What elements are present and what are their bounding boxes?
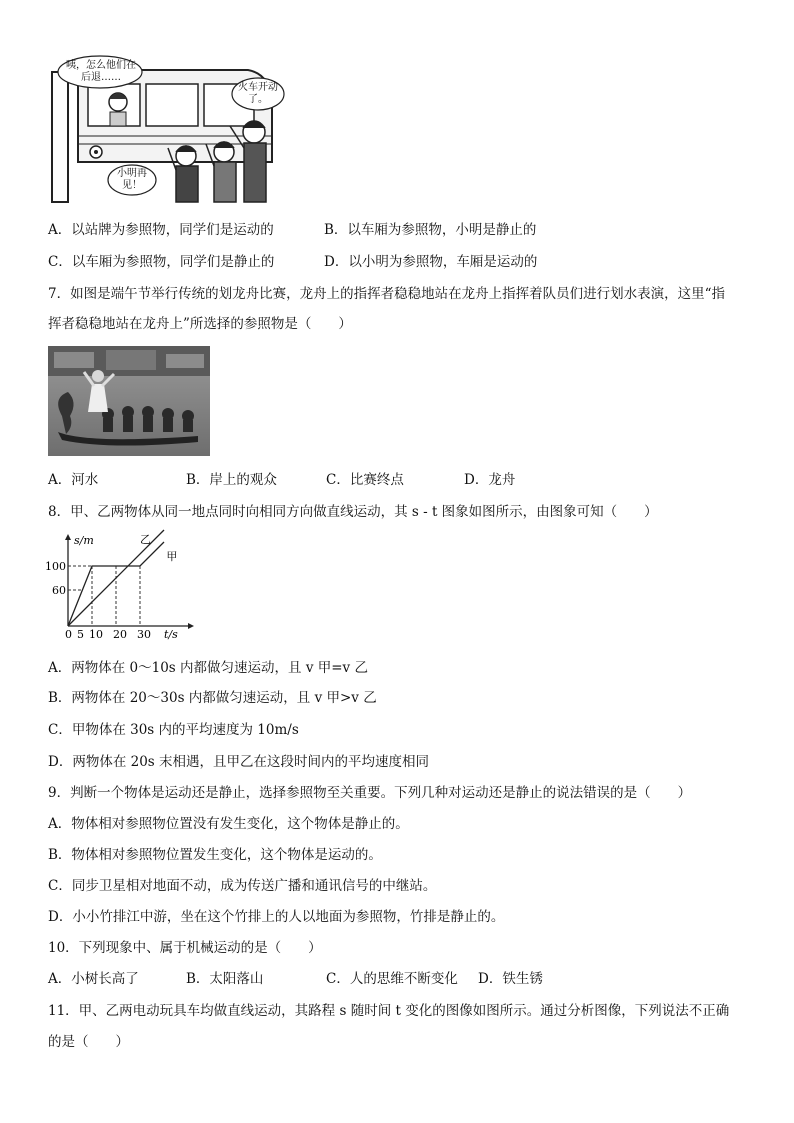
q9-option-d: D．小小竹排江中游，坐在这个竹排上的人以地面为参照物，竹排是静止的。 — [48, 909, 505, 925]
q11-stem-line1: 11．甲、乙两电动玩具车均做直线运动，其路程 s 随时间 t 变化的图像如图所示。通过分析图像，下列说法不正确 — [48, 1003, 730, 1019]
x-axis-arrow — [188, 623, 194, 629]
q7-stem-line1: 7．如图是端午节举行传统的划龙舟比赛，龙舟上的指挥者稳稳地站在龙舟上指挥着队员们进行划水表演，这里“指 — [48, 286, 725, 302]
q8-option-b: B．两物体在 20～30s 内都做匀速运动，且 v 甲>v 乙 — [48, 690, 377, 706]
y-tick-label: 100 — [45, 560, 66, 573]
q11-stem-line2: 的是（ ） — [48, 1034, 129, 1050]
series-label-yi: 乙 — [140, 533, 151, 547]
q10-option-d: D．铁生锈 — [478, 971, 543, 987]
series-label-jia: 甲 — [166, 550, 178, 563]
dragon-boat-photo — [48, 346, 210, 456]
y-axis-label: s/m — [74, 534, 94, 547]
x-tick-label: 0 — [65, 628, 72, 641]
x-axis-label: t/s — [164, 628, 178, 641]
q10-option-b: B．太阳落山 — [186, 971, 264, 987]
q8-option-d: D．两物体在 20s 末相遇，且甲乙在这段时间内的平均速度相同 — [48, 754, 430, 770]
q10-option-c: C．人的思维不断变化 — [326, 971, 458, 987]
x-tick-label: 30 — [137, 628, 151, 641]
q8-stem: 8．甲、乙两物体从同一地点同时向相同方向做直线运动，其 s - t 图象如图所示，由图象可知（ ） — [48, 504, 658, 520]
x-tick-label: 10 — [89, 628, 103, 641]
q9-option-b: B．物体相对参照物位置发生变化，这个物体是运动的。 — [48, 847, 382, 863]
x-tick-label: 20 — [113, 628, 127, 641]
q9-option-c: C．同步卫星相对地面不动，成为传送广播和通讯信号的中继站。 — [48, 878, 437, 894]
q6-option-a: A．以站牌为参照物，同学们是运动的 — [48, 222, 274, 238]
speech-bubble-train: 火车开动了。 — [238, 82, 278, 105]
q7-stem-line2: 挥者稳稳地站在龙舟上”所选择的参照物是（ ） — [48, 316, 352, 332]
y-axis-arrow — [65, 534, 71, 540]
q6-option-b: B．以车厢为参照物，小明是静止的 — [324, 222, 537, 238]
q7-option-d: D．龙舟 — [464, 472, 516, 488]
q9-option-a: A．物体相对参照物位置没有发生变化，这个物体是静止的。 — [48, 816, 409, 832]
speech-bubble-boy: 咦，怎么他们在后退…… — [66, 60, 136, 83]
q6-option-d: D．以小明为参照物，车厢是运动的 — [324, 254, 538, 270]
q6-option-c: C．以车厢为参照物，同学们是静止的 — [48, 254, 275, 270]
q7-option-a: A．河水 — [48, 472, 99, 488]
x-tick-label: 5 — [77, 628, 84, 641]
st-graph — [45, 532, 198, 644]
q7-option-b: B．岸上的观众 — [186, 472, 277, 488]
q8-option-a: A．两物体在 0～10s 内都做匀速运动，且 v 甲=v 乙 — [48, 660, 368, 676]
q10-stem: 10．下列现象中、属于机械运动的是（ ） — [48, 940, 322, 956]
q7-option-c: C．比赛终点 — [326, 472, 404, 488]
train-illustration — [48, 52, 284, 204]
speech-bubble-goodbye: 小明再见！ — [117, 168, 147, 191]
q9-stem: 9．判断一个物体是运动还是静止，选择参照物至关重要。下列几种对运动还是静止的说法错误的是（ ） — [48, 785, 692, 801]
q8-option-c: C．甲物体在 30s 内的平均速度为 10m/s — [48, 722, 299, 738]
q10-option-a: A．小树长高了 — [48, 971, 139, 987]
y-tick-label: 60 — [52, 584, 66, 597]
